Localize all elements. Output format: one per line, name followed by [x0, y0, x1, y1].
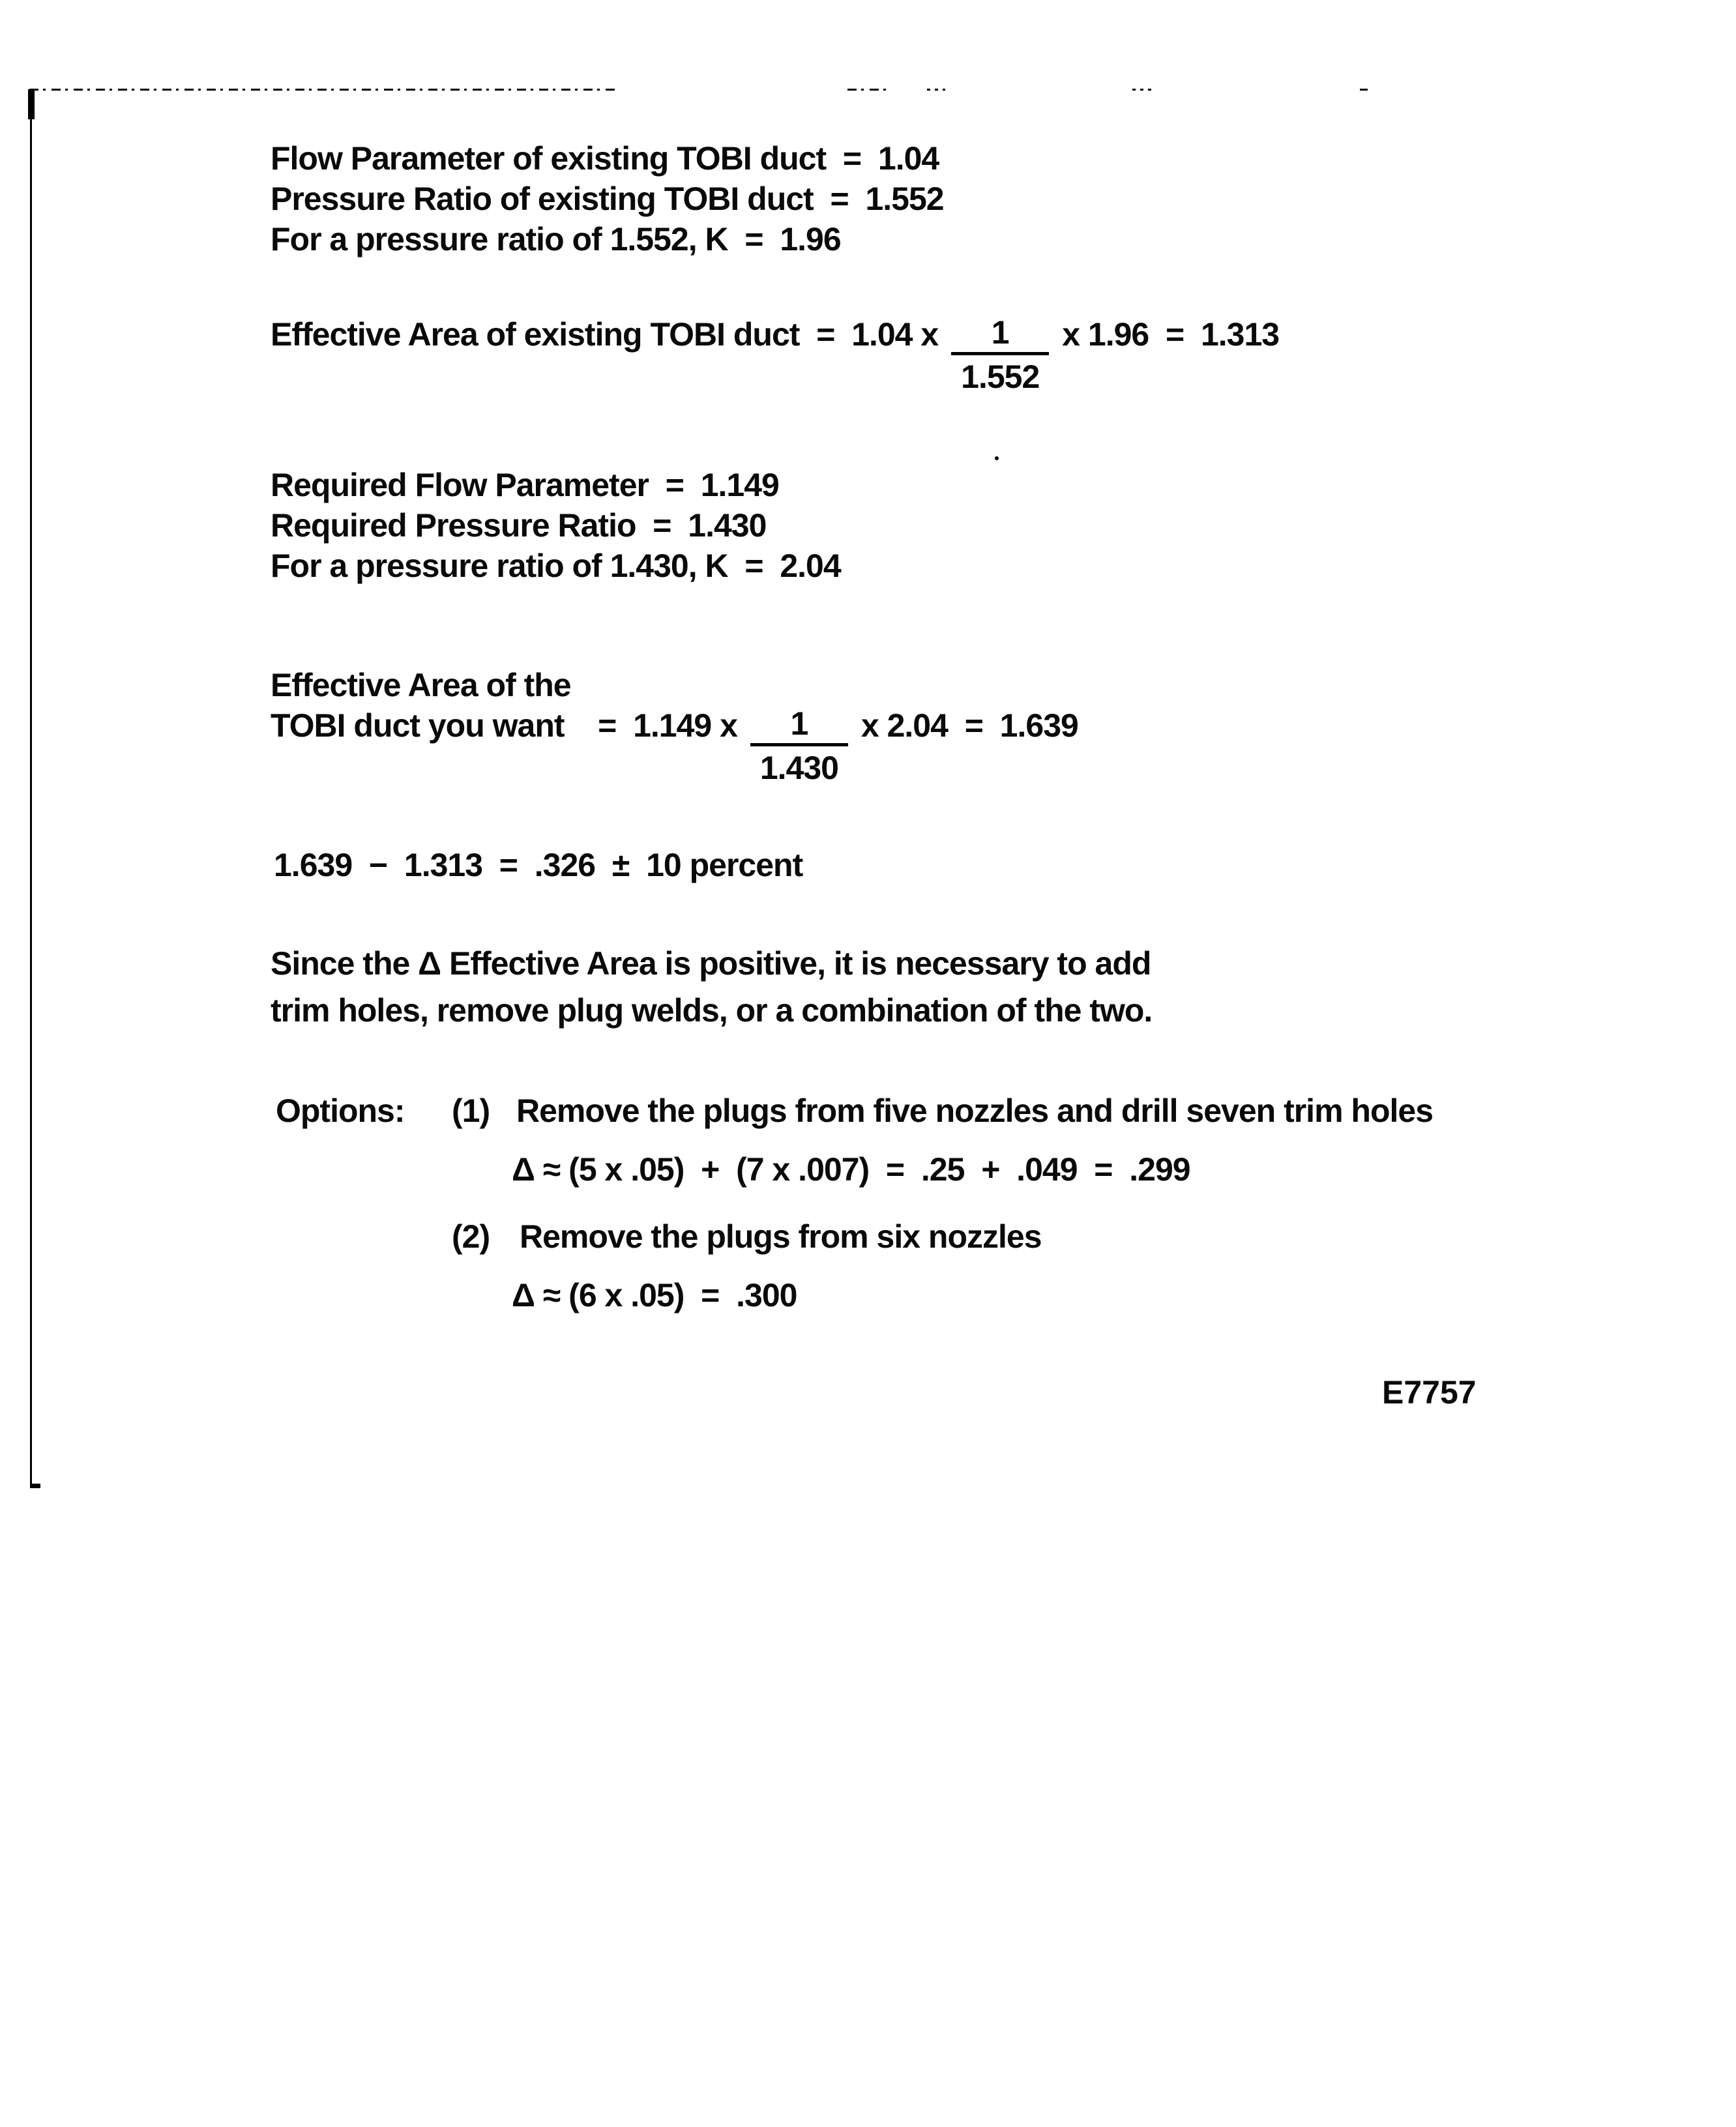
fraction-denominator: 1.430	[759, 750, 838, 786]
option2-number: (2)	[452, 1218, 490, 1255]
wanted-effective-area-equation	[271, 705, 1078, 787]
equation-post-text: x 2.04 = 1.639	[861, 707, 1078, 744]
scan-border-top-seg3	[927, 89, 945, 91]
fraction	[951, 314, 1049, 396]
fraction-numerator: 1	[750, 705, 848, 746]
required-flow-parameter-line: Required Flow Parameter = 1.149	[271, 467, 779, 503]
fraction	[750, 705, 848, 787]
scan-border-top-seg4	[1132, 89, 1156, 91]
wanted-effective-area-label: Effective Area of the	[271, 667, 571, 703]
option1-text: Remove the plugs from five nozzles and drill seven trim holes	[516, 1093, 1434, 1129]
delta-area-result-line: 1.639 − 1.313 = .326 ± 10 percent	[274, 847, 803, 883]
scan-speck	[995, 456, 999, 460]
conclusion-line-2: trim holes, remove plug welds, or a combination of the two.	[271, 992, 1153, 1029]
option1-equation: Δ ≈ (5 x .05) + (7 x .007) = .25 + .049 = .299	[512, 1151, 1190, 1188]
figure-code: E7757	[1382, 1374, 1477, 1411]
scan-border-left-foot	[30, 1484, 40, 1488]
options-label: Options:	[276, 1093, 405, 1129]
equation-pre-text: TOBI duct you want = 1.149 x	[271, 707, 737, 744]
existing-k-value-line: For a pressure ratio of 1.552, K = 1.96	[271, 221, 841, 257]
fraction-denominator: 1.552	[961, 359, 1040, 395]
option2-equation: Δ ≈ (6 x .05) = .300	[512, 1277, 797, 1313]
scan-border-top-seg5	[1360, 89, 1368, 91]
fraction-numerator: 1	[951, 314, 1049, 355]
existing-pressure-ratio-line: Pressure Ratio of existing TOBI duct = 1.552	[271, 181, 944, 217]
option1-number: (1)	[452, 1093, 490, 1129]
scan-border-top-seg2	[847, 89, 890, 91]
required-pressure-ratio-line: Required Pressure Ratio = 1.430	[271, 507, 767, 544]
conclusion-line-1: Since the Δ Effective Area is positive, it is necessary to add	[271, 945, 1151, 982]
equation-post-text: x 1.96 = 1.313	[1062, 316, 1280, 353]
scan-border-left	[30, 89, 32, 1488]
option2-text: Remove the plugs from six nozzles	[520, 1218, 1042, 1255]
existing-effective-area-equation	[271, 314, 1279, 396]
scan-border-top-main	[29, 89, 616, 91]
equation-pre-text: Effective Area of existing TOBI duct = 1.04 x	[271, 316, 939, 353]
existing-flow-parameter-line: Flow Parameter of existing TOBI duct = 1.04	[271, 140, 939, 177]
required-k-value-line: For a pressure ratio of 1.430, K = 2.04	[271, 548, 841, 584]
